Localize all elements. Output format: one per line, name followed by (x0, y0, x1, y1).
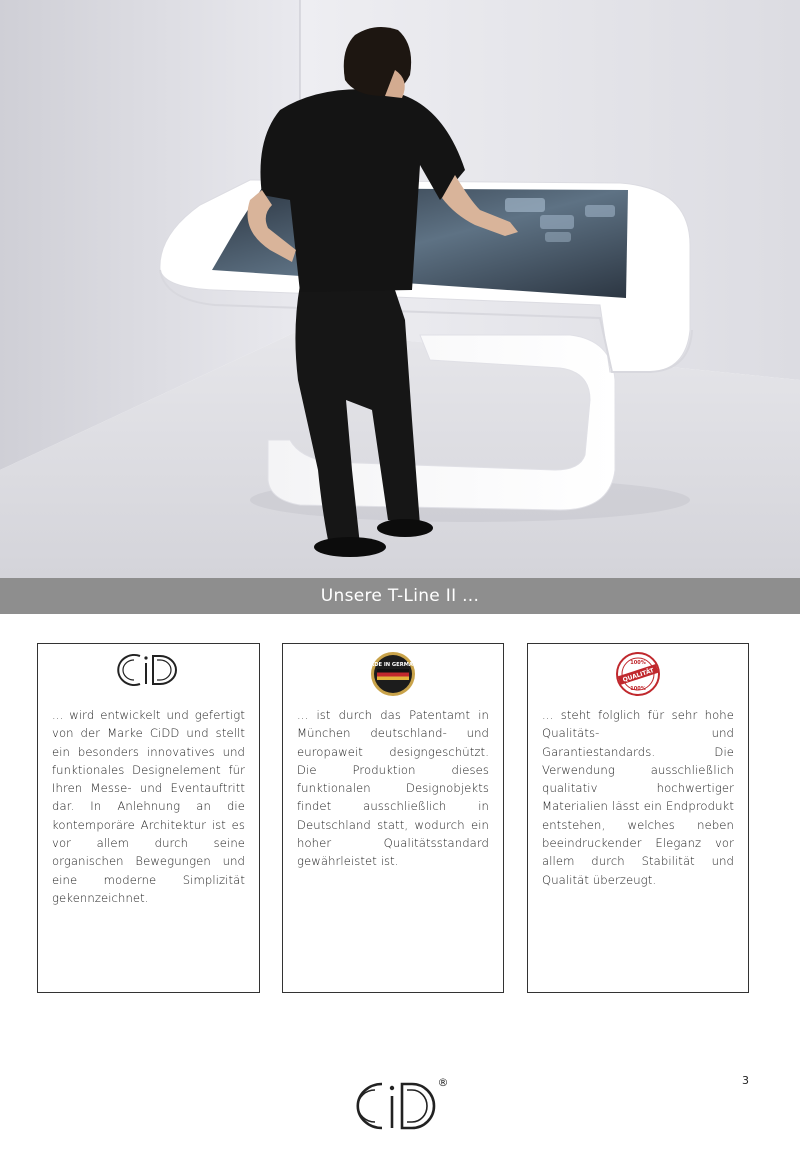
quality-stamp (528, 650, 748, 698)
made-in-germany-badge-icon (365, 650, 421, 698)
card-text: ... wird entwickelt und gefertigt von der Marke CiDD und stellt ein besonders innovatives und funktionales Designelement für Ihren Messe- und Eventauftritt dar. In Anlehnung an die kontemporäre Architektur ist es vor allem durch seine organischen Bewegungen und eine moderne Simplizität gekennzeichnet. (52, 708, 245, 905)
cid-logo (38, 650, 259, 698)
page-number: 3 (742, 1074, 749, 1087)
hero-caption: Unsere T-Line II ... (320, 586, 480, 606)
stamp-mid-text: QUALITÄT (621, 667, 655, 684)
badge-made-in-text: MADE IN GERMANY (365, 662, 421, 668)
footer-cid-logo-icon (352, 1074, 452, 1132)
stamp-top-text: 100% (630, 660, 646, 666)
stamp-bottom-text: 100% (630, 686, 646, 692)
quality-stamp-icon (614, 650, 662, 698)
feature-card-brand (37, 643, 260, 993)
registered-mark: ® (437, 1076, 449, 1089)
card-text: ... ist durch das Patentamt in München deutschland- und europaweit designgeschützt. Die Produktion dieses funktionalen Designobjekts findet ausschließlich in Deutschland statt, wodurch ein hoher Qualitätsstandard gewährleistet ist. (297, 708, 489, 869)
card-text: ... steht folglich für sehr hohe Qualitäts- und Garantiestandards. Die Verwendung ausschließlich qualitativ hochwertiger Materialien lässt ein Endprodukt entstehen, welches neben beeindruckender Eleganz vor allem durch Stabilität und Qualität überzeugt. (542, 708, 734, 887)
hero-caption-bar (0, 578, 800, 614)
feature-card-quality (527, 643, 749, 993)
cid-logo-icon (116, 650, 182, 690)
footer-cid-logo (352, 1074, 452, 1132)
feature-card-patent (282, 643, 504, 993)
made-in-germany-badge (283, 650, 503, 698)
